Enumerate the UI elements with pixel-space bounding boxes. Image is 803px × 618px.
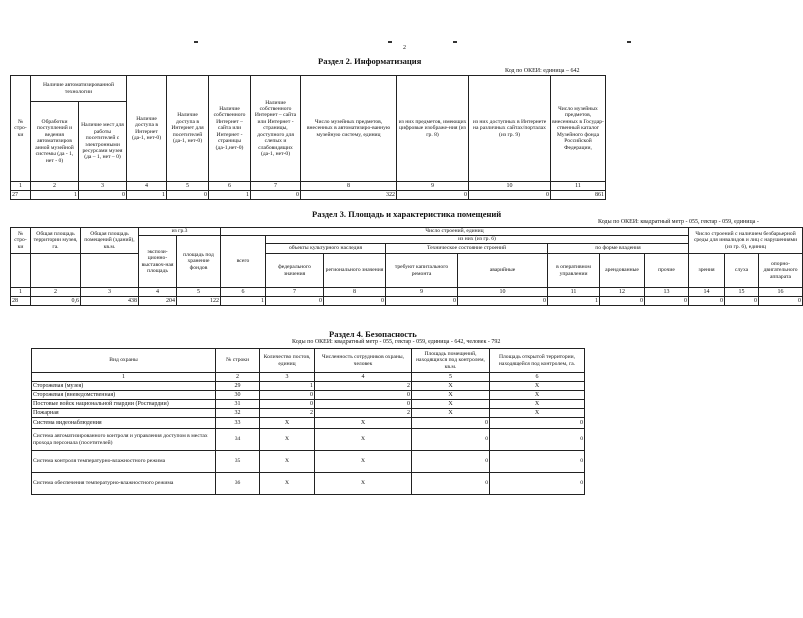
s4-header-c4: Численность сотрудников охраны, человек: [315, 349, 412, 373]
s2-header-auto1: Обработки поступлений и ведения автоматизиров анной музейной системы (да - 1, нет - 0): [31, 102, 79, 182]
s3-header-c7: федерального значения: [266, 254, 324, 288]
s2-cell: 0: [251, 191, 301, 200]
s4-header-c6: Площадь открытой территории, находящейся под контролем, га.: [490, 349, 585, 373]
s4-cell: 1: [260, 382, 315, 391]
s4-cell: X: [260, 451, 315, 473]
s4-cell: X: [315, 451, 412, 473]
section3-table: [10, 227, 803, 306]
s4-cell: 0: [412, 451, 490, 473]
s2-colnum: 1: [11, 182, 31, 191]
s2-cell: 0: [469, 191, 551, 200]
s2-header-c5: Наличие доступа в Интернет для посетителей (да-1, нет-0): [167, 76, 209, 182]
s3-header-barrier: Число строений с наличием безбарьерной среды для инвалидов и лиц с нарушениями (из гр. 6), единиц: [689, 228, 803, 254]
s3-cell: 0: [689, 297, 725, 306]
s3-colnum: 11: [548, 288, 600, 297]
s3-cell: 0: [600, 297, 645, 306]
s4-cell: X: [260, 418, 315, 429]
s4-row-name: Система контроля температурно-влажностного режима: [32, 451, 216, 473]
s3-colnum: 15: [725, 288, 759, 297]
scan-mark: [453, 41, 457, 43]
s3-header-c9: требуют капитального ремонта: [386, 254, 458, 288]
s2-header-c7: Наличие собственного Интернет – сайта или Интернет - страницы, доступного для слепых и слабовидящих (да-1, нет-0): [251, 76, 301, 182]
s2-header-c8: Число музейных предметов, внесенных в автоматизиро-ванную музейную систему, единиц: [301, 76, 397, 182]
s3-cell: 1: [221, 297, 266, 306]
s3-header-c13: прочие: [645, 254, 689, 288]
s4-cell: 0: [490, 429, 585, 451]
s3-cell: 122: [177, 297, 221, 306]
s4-cell: X: [260, 429, 315, 451]
s2-colnum: 2: [31, 182, 79, 191]
s4-row-name: Система автоматизированного контроля и управления доступом в местах прохода персонала (посетителей): [32, 429, 216, 451]
s4-cell: 0: [315, 391, 412, 400]
s2-colnum: 11: [551, 182, 606, 191]
s4-header-c5: Площадь помещений, находящихся под контролем, кв.м.: [412, 349, 490, 373]
section2-table: [10, 75, 606, 200]
s2-cell: 322: [301, 191, 397, 200]
s4-cell: X: [490, 382, 585, 391]
s4-colnum: 3: [260, 373, 315, 382]
s2-header-c6: Наличие собственного Интернет – сайта или Интернет - страницы (да-1,нет-0): [209, 76, 251, 182]
s4-cell: X: [412, 400, 490, 409]
s4-cell: 0: [490, 451, 585, 473]
s2-header-c10: из них доступных в Интернете на различных сайтах/порталах (из гр. 9): [469, 76, 551, 182]
s2-colnum: 6: [209, 182, 251, 191]
s2-cell: 1: [127, 191, 167, 200]
s2-header-c9: из них предметов, имеющих цифровые изображе-ния (из гр. 8): [397, 76, 469, 182]
s3-header-c6: всего: [221, 236, 266, 288]
s4-cell: 0: [490, 418, 585, 429]
s2-header-c11: Число музейных предметов, внесенных в Государ-ственный каталог Музейного фонда Российской Федерации,: [551, 76, 606, 182]
s3-cell: 1: [548, 297, 600, 306]
s4-cell: X: [412, 409, 490, 418]
s4-cell: 2: [315, 382, 412, 391]
s2-cell: 0: [79, 191, 127, 200]
s4-row-name: Система обеспечения температурно-влажностного режима: [32, 473, 216, 495]
s4-header-c3: Количество постов, единиц: [260, 349, 315, 373]
s2-colnum: 3: [79, 182, 127, 191]
s4-row-no: 29: [216, 382, 260, 391]
s4-cell: 2: [315, 409, 412, 418]
s3-colnum: 13: [645, 288, 689, 297]
s3-colnum: 6: [221, 288, 266, 297]
s4-colnum: 6: [490, 373, 585, 382]
s4-cell: X: [315, 418, 412, 429]
s3-cell: 438: [81, 297, 139, 306]
s3-colnum: 4: [139, 288, 177, 297]
s4-row-name: Система видеонаблюдения: [32, 418, 216, 429]
s3-cell: 204: [139, 297, 177, 306]
s4-row-no: 32: [216, 409, 260, 418]
s4-row-no: 35: [216, 451, 260, 473]
s3-header-tech: Техническое состояние строений: [386, 244, 548, 254]
s4-colnum: 5: [412, 373, 490, 382]
s4-cell: 0: [490, 473, 585, 495]
s3-header-c11: в оперативном управлении: [548, 254, 600, 288]
s4-row-name: Сторожевая (музея): [32, 382, 216, 391]
s4-cell: 0: [260, 391, 315, 400]
s3-cell: 0,6: [31, 297, 81, 306]
s2-colnum: 9: [397, 182, 469, 191]
s3-header-no: № стро-ки: [11, 228, 31, 254]
s4-cell: X: [490, 409, 585, 418]
s4-cell: X: [412, 391, 490, 400]
s3-header-c15: слуха: [725, 254, 759, 288]
s3-cell: 0: [759, 297, 803, 306]
section4-okei: Коды по ОКЕИ: квадратный метр - 055, гектар - 059, единица - 642, человек - 792: [292, 339, 501, 345]
s4-cell: X: [490, 400, 585, 409]
s3-header-buildings: Число строений, единиц: [221, 228, 689, 236]
s4-row-no: 33: [216, 418, 260, 429]
s3-cell: 0: [324, 297, 386, 306]
s4-row-no: 36: [216, 473, 260, 495]
s4-cell: X: [315, 429, 412, 451]
s2-colnum: 4: [127, 182, 167, 191]
s4-cell: 0: [412, 418, 490, 429]
s3-header-own: по форме владения: [548, 244, 689, 254]
section3-title: Раздел 3. Площадь и характеристика помещений: [312, 209, 502, 219]
s3-header-iz3: из гр.3: [139, 228, 221, 236]
s4-cell: 0: [315, 400, 412, 409]
s3-header-c4: экспози-ционно-выставоч-ная площадь: [139, 236, 177, 288]
section3-okei: Коды по ОКЕИ: квадратный метр - 055, гектар - 059, единица -: [598, 219, 759, 225]
s4-colnum: 4: [315, 373, 412, 382]
s2-cell: 0: [397, 191, 469, 200]
s3-colnum: 14: [689, 288, 725, 297]
s4-cell: 0: [412, 473, 490, 495]
s4-cell: X: [412, 382, 490, 391]
s4-row-no: 34: [216, 429, 260, 451]
s3-colnum: 5: [177, 288, 221, 297]
page-number: 2: [403, 45, 406, 51]
s2-header-c4: Наличие доступа в Интернет (да-1, нет-0): [127, 76, 167, 182]
s2-header-auto2: Наличие мест для работы посетителей с электронными ресурсами музея (да – 1, нет – 0): [79, 102, 127, 182]
s4-cell: X: [315, 473, 412, 495]
s3-colnum: 2: [31, 288, 81, 297]
s2-colnum: 5: [167, 182, 209, 191]
scan-mark: [627, 41, 631, 43]
s3-cell: 0: [386, 297, 458, 306]
s3-header-c14: зрения: [689, 254, 725, 288]
s4-row-name: Постовые войск национальной гвардии (Росгвардии): [32, 400, 216, 409]
s4-cell: 0: [260, 400, 315, 409]
s3-cell: 0: [266, 297, 324, 306]
s3-colnum: 9: [386, 288, 458, 297]
s3-cell: 0: [458, 297, 548, 306]
s4-header-c1: Вид охраны: [32, 349, 216, 373]
s3-header-c5: площадь под хранение фондов: [177, 236, 221, 288]
s3-header-c3: Общая площадь помещений (зданий), кв.м.: [81, 228, 139, 254]
s2-cell: 1: [31, 191, 79, 200]
s2-colnum: 7: [251, 182, 301, 191]
s2-colnum: 10: [469, 182, 551, 191]
s4-row-no: 31: [216, 400, 260, 409]
s3-colnum: 16: [759, 288, 803, 297]
s3-colnum: 8: [324, 288, 386, 297]
s3-header-c12: арендованные: [600, 254, 645, 288]
s2-cell: 1: [209, 191, 251, 200]
s3-colnum: 1: [11, 288, 31, 297]
s2-colnum: 8: [301, 182, 397, 191]
s2-header-auto-group: Наличие автоматизированной технологии: [31, 76, 127, 102]
s3-header-iz6: из них (из гр. 6): [266, 236, 689, 244]
s3-cell: 0: [645, 297, 689, 306]
s2-row-no: 27: [11, 191, 31, 200]
s3-header-c8: регионального значения: [324, 254, 386, 288]
s3-row-no: 28: [11, 297, 31, 306]
s3-header-heritage: объекты культурного наследия: [266, 244, 386, 254]
s3-header-c10: аварийные: [458, 254, 548, 288]
s4-header-c2: № строки: [216, 349, 260, 373]
s3-header-c2: Общая площадь территории музея, га.: [31, 228, 81, 254]
s2-cell: 861: [551, 191, 606, 200]
s3-cell: 0: [725, 297, 759, 306]
s4-row-no: 30: [216, 391, 260, 400]
section4-table: [31, 348, 585, 495]
s4-colnum: 1: [32, 373, 216, 382]
s2-header-no: № стро-ки: [11, 76, 31, 182]
s4-cell: 2: [260, 409, 315, 418]
s4-row-name: Сторожевая (вневедомственная): [32, 391, 216, 400]
section4-title: Раздел 4. Безопасность: [329, 329, 417, 339]
s4-cell: X: [260, 473, 315, 495]
s4-cell: 0: [412, 429, 490, 451]
s4-cell: X: [490, 391, 585, 400]
s3-colnum: 3: [81, 288, 139, 297]
scan-mark: [388, 41, 392, 43]
section2-title: Раздел 2. Информатизация: [318, 56, 422, 66]
s3-header-c16: опорно-двигательного аппарата: [759, 254, 803, 288]
scan-mark: [194, 41, 198, 43]
s3-colnum: 7: [266, 288, 324, 297]
s2-cell: 0: [167, 191, 209, 200]
s4-row-name: Пожарная: [32, 409, 216, 418]
section2-okei: Код по ОКЕИ: единица – 642: [505, 68, 580, 74]
s3-colnum: 10: [458, 288, 548, 297]
s3-colnum: 12: [600, 288, 645, 297]
s4-colnum: 2: [216, 373, 260, 382]
